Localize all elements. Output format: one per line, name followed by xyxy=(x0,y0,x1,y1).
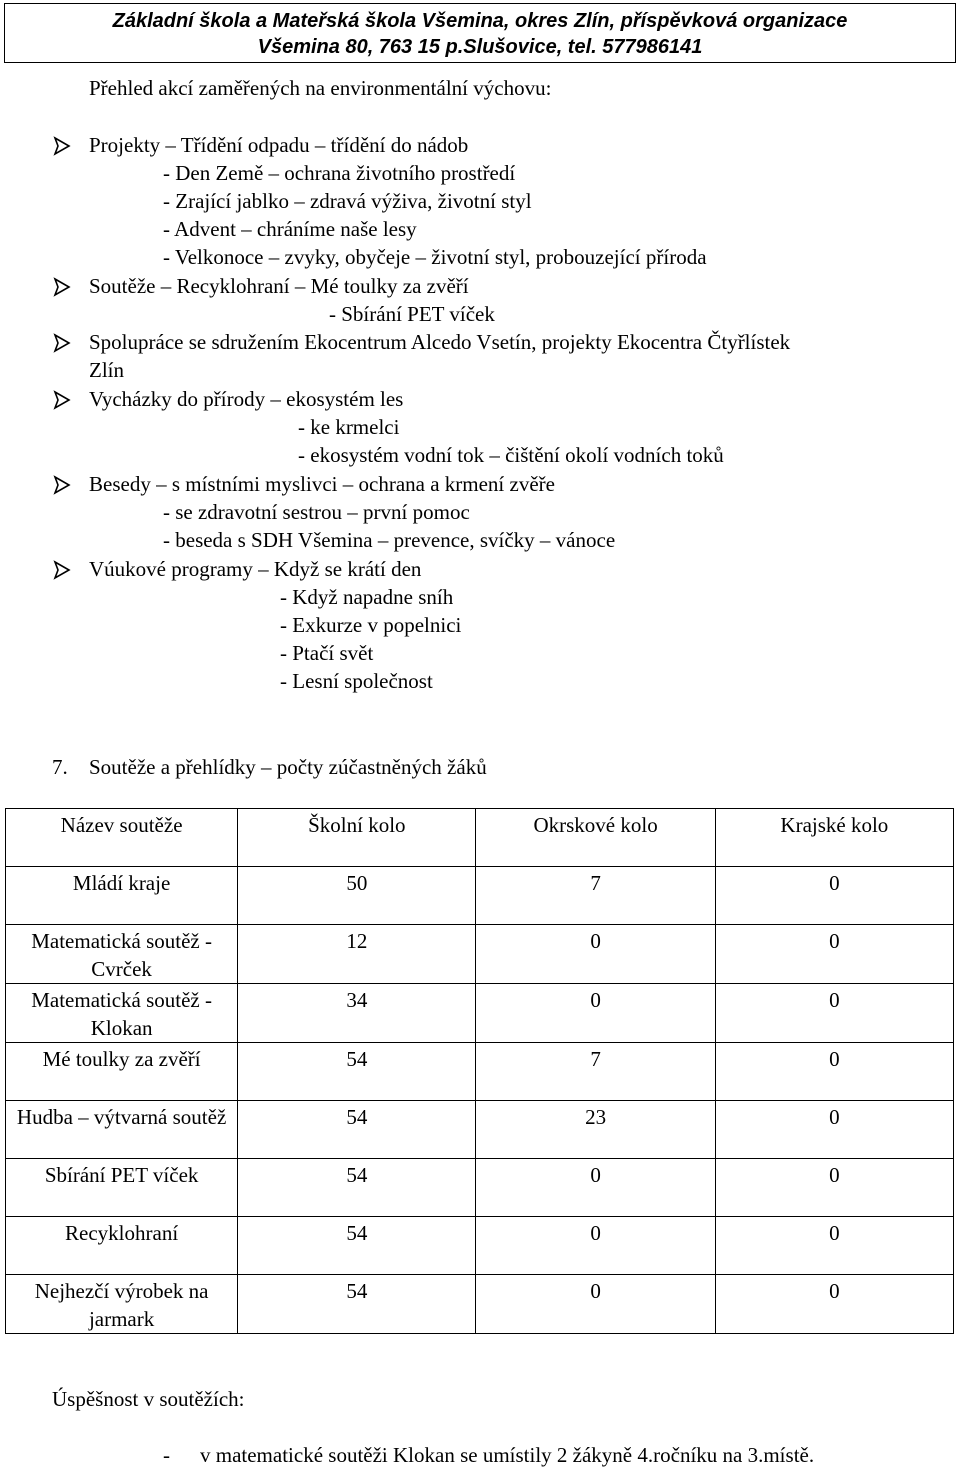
table-row xyxy=(6,1101,954,1159)
table-row xyxy=(6,1159,954,1217)
table-cell: 0 xyxy=(590,1221,601,1245)
list-item-projects: Projekty – Třídění odpadu – třídění do nádob xyxy=(89,133,469,157)
table-row xyxy=(6,1275,954,1334)
list-subitem: - Ptačí svět xyxy=(280,641,374,665)
success-dash: - xyxy=(163,1443,170,1467)
table-row xyxy=(6,1217,954,1275)
table-cell: 7 xyxy=(590,871,601,895)
table-cell: 0 xyxy=(829,929,840,953)
intro-text: Přehled akcí zaměřených na environmentální výchovu: xyxy=(89,76,552,100)
table-cell: 0 xyxy=(590,1279,601,1303)
table-cell: 50 xyxy=(346,871,368,895)
table-cell: Matematická soutěž - Cvrček xyxy=(31,929,212,981)
arrow-bullet-icon xyxy=(52,390,72,410)
success-heading: Úspěšnost v soutěžích: xyxy=(52,1387,245,1411)
table-cell: 0 xyxy=(829,1105,840,1129)
section-title: Soutěže a přehlídky – počty zúčastněných žáků xyxy=(89,755,487,779)
list-subitem: - Den Země – ochrana životního prostředí xyxy=(163,161,516,185)
list-subitem: - se zdravotní sestrou – první pomoc xyxy=(163,500,470,524)
table-cell: 0 xyxy=(829,1279,840,1303)
table-cell: 54 xyxy=(346,1047,368,1071)
header-cell: Okrskové kolo xyxy=(533,813,658,837)
list-subitem: - ekosystém vodní tok – čištění okolí vodních toků xyxy=(298,443,724,467)
list-item-talks: Besedy – s místními myslivci – ochrana a krmení zvěře xyxy=(89,472,555,496)
table-row xyxy=(6,867,954,925)
list-item-cooperation: Spolupráce se sdružením Ekocentrum Alcedo Vsetín, projekty Ekocentra Čtyřlístek xyxy=(89,330,791,354)
section-number: 7. xyxy=(52,755,68,779)
competition-results-table xyxy=(5,808,954,1334)
arrow-bullet-icon xyxy=(52,277,72,297)
table-cell: 0 xyxy=(590,988,601,1012)
table-cell: Matematická soutěž - Klokan xyxy=(31,988,212,1040)
document-header xyxy=(4,3,956,63)
list-subitem: - beseda s SDH Všemina – prevence, svíčky – vánoce xyxy=(163,528,616,552)
table-cell: 0 xyxy=(590,1163,601,1187)
header-school-name: Základní škola a Mateřská škola Všemina, okres Zlín, příspěvková organizace xyxy=(112,10,848,32)
header-cell: Název soutěže xyxy=(60,813,183,837)
list-item-walks: Vycházky do přírody – ekosystém les xyxy=(89,387,404,411)
table-cell: 54 xyxy=(346,1279,368,1303)
list-subitem: - Sbírání PET víček xyxy=(329,302,495,326)
table-cell: 7 xyxy=(590,1047,601,1071)
list-subitem: - Lesní společnost xyxy=(280,669,433,693)
table-cell: 23 xyxy=(585,1105,607,1129)
list-subitem: Zlín xyxy=(89,358,124,382)
table-cell: Hudba – výtvarná soutěž xyxy=(16,1105,227,1129)
list-item-competitions: Soutěže – Recyklohraní – Mé toulky za zvěří xyxy=(89,274,469,298)
table-cell: 54 xyxy=(346,1221,368,1245)
table-cell: 0 xyxy=(829,1221,840,1245)
header-cell: Školní kolo xyxy=(308,813,406,837)
table-cell: 0 xyxy=(829,1047,840,1071)
header-address: Všemina 80, 763 15 p.Slušovice, tel. 577986141 xyxy=(257,36,703,58)
table-cell: Sbírání PET víček xyxy=(44,1163,199,1187)
table-cell: Mé toulky za zvěří xyxy=(42,1047,201,1071)
arrow-bullet-icon xyxy=(52,475,72,495)
list-subitem: - Zrající jablko – zdravá výživa, životní styl xyxy=(163,189,532,213)
table-cell: Recyklohraní xyxy=(65,1221,179,1245)
table-row xyxy=(6,984,954,1043)
table-cell: 34 xyxy=(346,988,368,1012)
list-subitem: - Když napadne sníh xyxy=(280,585,454,609)
table-cell: Mládí kraje xyxy=(72,871,171,895)
success-item: v matematické soutěži Klokan se umístily 2 žákyně 4.ročníku na 3.místě. xyxy=(200,1443,815,1467)
table-cell: 0 xyxy=(829,988,840,1012)
table-cell: 54 xyxy=(346,1105,368,1129)
arrow-bullet-icon xyxy=(52,560,72,580)
arrow-bullet-icon xyxy=(52,333,72,353)
list-subitem: - Velkonoce – zvyky, obyčeje – životní styl, probouzející příroda xyxy=(163,245,707,269)
table-cell: 0 xyxy=(590,929,601,953)
list-subitem: - ke krmelci xyxy=(298,415,400,439)
table-cell: 0 xyxy=(829,871,840,895)
list-item-programs: Vúukové programy – Když se krátí den xyxy=(89,557,422,581)
table-cell: 0 xyxy=(829,1163,840,1187)
table-row xyxy=(6,1043,954,1101)
table-cell: Nejhezčí výrobek na jarmark xyxy=(34,1279,209,1331)
arrow-bullet-icon xyxy=(52,136,72,156)
list-subitem: - Exkurze v popelnici xyxy=(280,613,462,637)
list-subitem: - Advent – chráníme naše lesy xyxy=(163,217,417,241)
header-cell: Krajské kolo xyxy=(780,813,889,837)
table-cell: 12 xyxy=(346,929,368,953)
table-cell: 54 xyxy=(346,1163,368,1187)
table-header-row xyxy=(6,809,954,867)
table-row xyxy=(6,925,954,984)
